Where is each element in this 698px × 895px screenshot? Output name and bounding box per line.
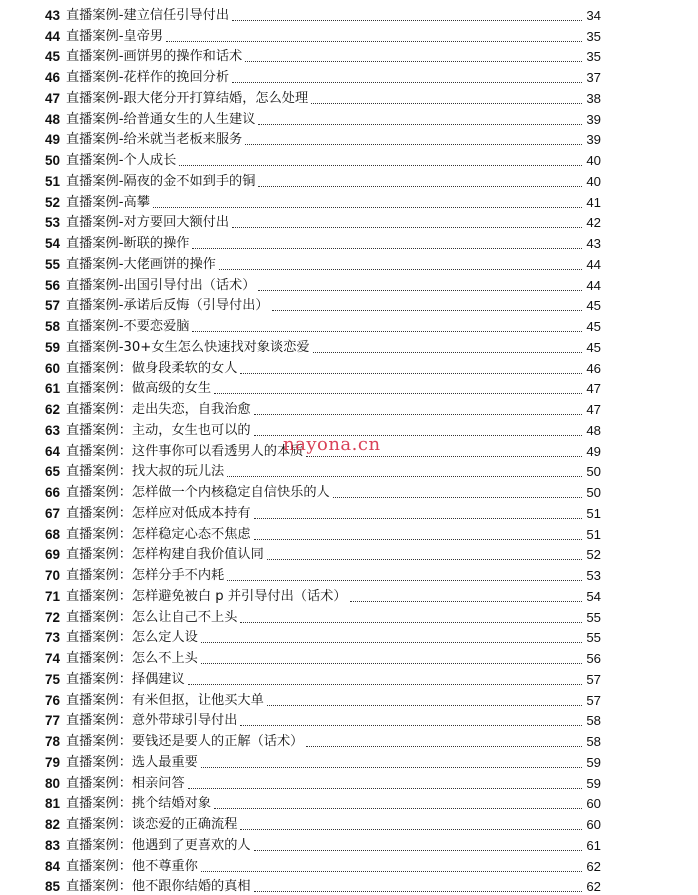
toc-entry-title: 直播案例-跟大佬分开打算结婚，怎么处理 — [65, 91, 309, 107]
toc-entry-number: 54 — [45, 236, 65, 252]
toc-entry-page-number: 39 — [585, 112, 601, 128]
toc-entry-page-number: 34 — [585, 8, 601, 24]
toc-entry[interactable] — [45, 688, 601, 709]
toc-dot-leader — [306, 456, 582, 457]
toc-entry-title: 直播案例-皇帝男 — [65, 29, 164, 45]
toc-entry[interactable] — [45, 356, 601, 377]
toc-entry[interactable] — [45, 729, 601, 750]
toc-entry[interactable] — [45, 875, 601, 895]
toc-entry-title: 直播案例：他遇到了更喜欢的人 — [65, 838, 252, 854]
toc-entry-page-number: 57 — [585, 693, 601, 709]
toc-entry[interactable] — [45, 543, 601, 564]
toc-entry-page-number: 47 — [585, 402, 601, 418]
toc-entry-title: 直播案例：怎样分手不内耗 — [65, 568, 225, 584]
toc-dot-leader — [153, 207, 582, 208]
toc-dot-leader — [240, 725, 582, 726]
toc-entry-number: 67 — [45, 506, 65, 522]
toc-entry-number: 51 — [45, 174, 65, 190]
toc-entry-page-number: 51 — [585, 506, 601, 522]
toc-dot-leader — [267, 559, 582, 560]
toc-entry-number: 69 — [45, 547, 65, 563]
toc-entry-page-number: 50 — [585, 485, 601, 501]
toc-entry-title: 直播案例-隔夜的金不如到手的铜 — [65, 174, 256, 190]
toc-entry-title: 直播案例：怎样应对低成本持有 — [65, 506, 252, 522]
toc-entry[interactable] — [45, 24, 601, 45]
toc-entry[interactable] — [45, 148, 601, 169]
toc-entry-number: 78 — [45, 734, 65, 750]
toc-dot-leader — [258, 186, 582, 187]
toc-entry[interactable] — [45, 190, 601, 211]
toc-entry[interactable] — [45, 128, 601, 149]
toc-entry[interactable] — [45, 314, 601, 335]
toc-entry-page-number: 38 — [585, 91, 601, 107]
toc-entry-page-number: 57 — [585, 672, 601, 688]
toc-entry-number: 62 — [45, 402, 65, 418]
toc-entry-number: 81 — [45, 796, 65, 812]
toc-entry-title: 直播案例：他不尊重你 — [65, 859, 199, 875]
toc-entry-number: 61 — [45, 381, 65, 397]
toc-entry-title: 直播案例：谈恋爱的正确流程 — [65, 817, 238, 833]
toc-entry-number: 68 — [45, 527, 65, 543]
toc-entry[interactable] — [45, 169, 601, 190]
toc-entry-page-number: 51 — [585, 527, 601, 543]
toc-entry-number: 77 — [45, 713, 65, 729]
toc-entry[interactable] — [45, 294, 601, 315]
toc-entry-title: 直播案例-30+女生怎么快速找对象谈恋爱 — [65, 340, 311, 356]
toc-entry-number: 52 — [45, 195, 65, 211]
watermark-text: nayona.cn — [283, 434, 381, 455]
toc-entry[interactable] — [45, 252, 601, 273]
toc-entry-page-number: 37 — [585, 70, 601, 86]
toc-entry-title: 直播案例：找大叔的玩儿法 — [65, 464, 225, 480]
toc-entry-title: 直播案例：怎么定人设 — [65, 630, 199, 646]
toc-entry-number: 70 — [45, 568, 65, 584]
toc-dot-leader — [272, 310, 582, 311]
toc-entry[interactable] — [45, 211, 601, 232]
toc-entry-page-number: 45 — [585, 298, 601, 314]
toc-entry-page-number: 35 — [585, 49, 601, 65]
toc-dot-leader — [232, 227, 582, 228]
toc-entry-page-number: 49 — [585, 444, 601, 460]
toc-entry-page-number: 44 — [585, 278, 601, 294]
toc-entry-number: 60 — [45, 361, 65, 377]
toc-entry-number: 43 — [45, 8, 65, 24]
toc-dot-leader — [258, 124, 582, 125]
toc-entry-page-number: 59 — [585, 776, 601, 792]
toc-entry-page-number: 43 — [585, 236, 601, 252]
toc-dot-leader — [245, 61, 582, 62]
toc-entry-page-number: 54 — [585, 589, 601, 605]
toc-dot-leader — [201, 663, 582, 664]
toc-entry[interactable] — [45, 854, 601, 875]
toc-entry-title: 直播案例：怎样稳定心态不焦虑 — [65, 527, 252, 543]
toc-entry[interactable] — [45, 377, 601, 398]
toc-entry-title: 直播案例：怎样做一个内核稳定自信快乐的人 — [65, 485, 331, 501]
toc-entry-number: 53 — [45, 215, 65, 231]
toc-entry-title: 直播案例-个人成长 — [65, 153, 177, 169]
toc-dot-leader — [245, 144, 582, 145]
toc-entry-title: 直播案例：怎么让自己不上头 — [65, 610, 238, 626]
toc-entry[interactable] — [45, 273, 601, 294]
toc-entry-title: 直播案例-承诺后反悔（引导付出） — [65, 298, 270, 314]
toc-entry-page-number: 62 — [585, 879, 601, 895]
toc-entry[interactable] — [45, 563, 601, 584]
toc-entry[interactable] — [45, 460, 601, 481]
toc-dot-leader — [333, 497, 582, 498]
toc-entry[interactable] — [45, 86, 601, 107]
toc-entry-page-number: 40 — [585, 153, 601, 169]
toc-entry-number: 73 — [45, 630, 65, 646]
toc-entry-page-number: 47 — [585, 381, 601, 397]
toc-dot-leader — [227, 476, 582, 477]
toc-entry-page-number: 42 — [585, 215, 601, 231]
toc-dot-leader — [350, 601, 582, 602]
toc-entry-page-number: 40 — [585, 174, 601, 190]
toc-entry-number: 72 — [45, 610, 65, 626]
toc-entry-title: 直播案例：怎样避免被白 p 并引导付出（话术） — [65, 589, 348, 605]
toc-dot-leader — [254, 891, 582, 892]
toc-entry-number: 84 — [45, 859, 65, 875]
toc-entry-title: 直播案例-出国引导付出（话术） — [65, 278, 256, 294]
toc-dot-leader — [306, 746, 582, 747]
toc-entry-page-number: 56 — [585, 651, 601, 667]
toc-entry-title: 直播案例：择偶建议 — [65, 672, 186, 688]
toc-entry-number: 65 — [45, 464, 65, 480]
toc-entry[interactable] — [45, 709, 601, 730]
toc-dot-leader — [254, 518, 582, 519]
toc-entry-page-number: 35 — [585, 29, 601, 45]
toc-entry[interactable] — [45, 3, 601, 24]
toc-dot-leader — [258, 290, 582, 291]
toc-entry-title: 直播案例：怎样构建自我价值认同 — [65, 547, 265, 563]
toc-dot-leader — [166, 41, 582, 42]
toc-entry[interactable] — [45, 522, 601, 543]
toc-entry[interactable] — [45, 231, 601, 252]
toc-entry-number: 45 — [45, 49, 65, 65]
toc-entry-title: 直播案例-给普通女生的人生建议 — [65, 112, 256, 128]
toc-dot-leader — [188, 684, 582, 685]
toc-entry[interactable] — [45, 646, 601, 667]
toc-entry-number: 49 — [45, 132, 65, 148]
toc-entry-number: 48 — [45, 112, 65, 128]
toc-entry-page-number: 48 — [585, 423, 601, 439]
toc-entry-page-number: 60 — [585, 796, 601, 812]
toc-dot-leader — [201, 871, 582, 872]
toc-dot-leader — [192, 248, 582, 249]
toc-entry-number: 66 — [45, 485, 65, 501]
toc-entry[interactable] — [45, 812, 601, 833]
toc-dot-leader — [201, 642, 582, 643]
toc-dot-leader — [254, 850, 582, 851]
toc-entry[interactable] — [45, 605, 601, 626]
toc-entry-number: 74 — [45, 651, 65, 667]
toc-entry-title: 直播案例-给米就当老板来服务 — [65, 132, 243, 148]
toc-entry-title: 直播案例：怎么不上头 — [65, 651, 199, 667]
toc-entry-number: 58 — [45, 319, 65, 335]
toc-entry[interactable] — [45, 480, 601, 501]
toc-entry-number: 57 — [45, 298, 65, 314]
toc-dot-leader — [240, 373, 582, 374]
toc-dot-leader — [179, 165, 582, 166]
toc-dot-leader — [311, 103, 582, 104]
toc-entry-page-number: 55 — [585, 630, 601, 646]
toc-entry-page-number: 41 — [585, 195, 601, 211]
toc-entry[interactable] — [45, 750, 601, 771]
toc-entry[interactable] — [45, 626, 601, 647]
toc-entry-title: 直播案例-建立信任引导付出 — [65, 8, 230, 24]
toc-entry-page-number: 39 — [585, 132, 601, 148]
toc-dot-leader — [313, 352, 582, 353]
toc-dot-leader — [188, 788, 582, 789]
toc-entry-number: 83 — [45, 838, 65, 854]
toc-entry-title: 直播案例-对方要回大额付出 — [65, 215, 230, 231]
toc-entry[interactable] — [45, 501, 601, 522]
toc-entry[interactable] — [45, 792, 601, 813]
toc-dot-leader — [240, 829, 582, 830]
toc-entry[interactable] — [45, 45, 601, 66]
toc-entry-title: 直播案例：相亲问答 — [65, 776, 186, 792]
toc-entry-title: 直播案例：这件事你可以看透男人的本质 — [65, 444, 304, 460]
toc-entry-title: 直播案例：有米但抠，让他买大单 — [65, 693, 265, 709]
toc-entry-title: 直播案例-高攀 — [65, 195, 151, 211]
toc-entry-title: 直播案例-花样作的挽回分析 — [65, 70, 230, 86]
toc-entry-title: 直播案例：走出失恋，自我治愈 — [65, 402, 252, 418]
toc-entry-page-number: 58 — [585, 734, 601, 750]
toc-dot-leader — [219, 269, 582, 270]
toc-entry[interactable] — [45, 667, 601, 688]
toc-entry-title: 直播案例-不要恋爱脑 — [65, 319, 190, 335]
toc-dot-leader — [214, 808, 582, 809]
toc-entry-page-number: 52 — [585, 547, 601, 563]
toc-dot-leader — [227, 580, 582, 581]
toc-entry-number: 75 — [45, 672, 65, 688]
toc-entry-number: 64 — [45, 444, 65, 460]
toc-entry-title: 直播案例-大佬画饼的操作 — [65, 257, 217, 273]
toc-entry-number: 56 — [45, 278, 65, 294]
toc-dot-leader — [254, 414, 582, 415]
toc-entry-number: 46 — [45, 70, 65, 86]
toc-entry-title: 直播案例：选人最重要 — [65, 755, 199, 771]
toc-entry[interactable] — [45, 584, 601, 605]
toc-dot-leader — [232, 20, 582, 21]
toc-entry[interactable] — [45, 833, 601, 854]
toc-dot-leader — [192, 331, 582, 332]
toc-entry-number: 55 — [45, 257, 65, 273]
toc-entry-page-number: 62 — [585, 859, 601, 875]
toc-entry[interactable] — [45, 65, 601, 86]
toc-dot-leader — [232, 82, 582, 83]
toc-entry-page-number: 60 — [585, 817, 601, 833]
toc-entry-page-number: 55 — [585, 610, 601, 626]
toc-entry-title: 直播案例：他不跟你结婚的真相 — [65, 879, 252, 895]
toc-entry-title: 直播案例：挑个结婚对象 — [65, 796, 212, 812]
toc-entry-number: 85 — [45, 879, 65, 895]
toc-entry-number: 82 — [45, 817, 65, 833]
toc-entry-number: 71 — [45, 589, 65, 605]
toc-entry-title: 直播案例：做身段柔软的女人 — [65, 361, 238, 377]
toc-dot-leader — [214, 393, 582, 394]
toc-entry[interactable] — [45, 771, 601, 792]
toc-entry-title: 直播案例-画饼男的操作和话术 — [65, 49, 243, 65]
toc-entry[interactable] — [45, 335, 601, 356]
toc-entry-number: 47 — [45, 91, 65, 107]
toc-entry-page-number: 45 — [585, 319, 601, 335]
toc-entry-title: 直播案例-断联的操作 — [65, 236, 190, 252]
toc-dot-leader — [240, 622, 582, 623]
toc-entry-page-number: 45 — [585, 340, 601, 356]
toc-entry-page-number: 58 — [585, 713, 601, 729]
toc-entry-number: 50 — [45, 153, 65, 169]
toc-entry-number: 59 — [45, 340, 65, 356]
toc-entry[interactable] — [45, 107, 601, 128]
toc-entry-title: 直播案例：要钱还是要人的正解（话术） — [65, 734, 304, 750]
toc-entry-number: 79 — [45, 755, 65, 771]
toc-entry-title: 直播案例：做高级的女生 — [65, 381, 212, 397]
toc-entry-page-number: 44 — [585, 257, 601, 273]
toc-entry-page-number: 59 — [585, 755, 601, 771]
toc-entry-page-number: 46 — [585, 361, 601, 377]
toc-entry[interactable] — [45, 397, 601, 418]
toc-dot-leader — [267, 705, 582, 706]
toc-entry-number: 76 — [45, 693, 65, 709]
toc-dot-leader — [201, 767, 582, 768]
toc-entry-number: 80 — [45, 776, 65, 792]
toc-dot-leader — [254, 539, 582, 540]
toc-entry-page-number: 61 — [585, 838, 601, 854]
toc-entry-title: 直播案例：意外带球引导付出 — [65, 713, 238, 729]
toc-entry-number: 44 — [45, 29, 65, 45]
toc-entry-page-number: 50 — [585, 464, 601, 480]
toc-entry-number: 63 — [45, 423, 65, 439]
toc-entry-page-number: 53 — [585, 568, 601, 584]
toc-entry-title: 直播案例：主动，女生也可以的 — [65, 423, 252, 439]
